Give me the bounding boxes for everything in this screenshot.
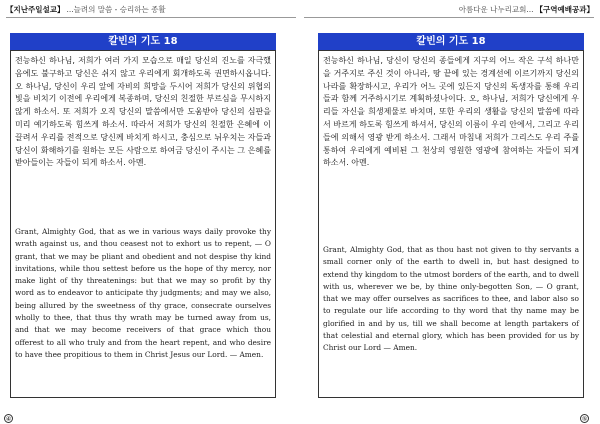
- header: [457, 4, 594, 15]
- english-prayer-text: Grant, Almighty God, that as we in various ways daily provoke thy wrath against us, and thou ceasest not to exhort us to repent, — O grant, that we may be pliant and obedient and not despise thy kind invitations, while thou settest before us the hope of thy mercy, nor make light of thy threatenings: but that we may so profit by thy word as to endeavor to anticipate thy judgments; and may we also, being allured by the sweetness of thy grace, consecrate ourselves wholly to thee, that thus thy wrath may be turned away from us, and that we may become receivers of that grace which thou offerest to all who truly and from the heart repent, and who desire to have thee propitious to them in Christ Jesus our Lord. — Amen.: [15, 227, 271, 359]
- section-tag: 【구역예배공과】: [535, 5, 594, 14]
- english-prayer-text: Grant, Almighty God, that as thou hast not given to thy servants a small corner only of the earth to dwell in, but hast designed to extend thy kingdom to the utmost borders of the earth, and to dwell with us, wherever we be, by thine only-begotten Son, — O grant, that we may offer ourselves as sacrifices to thee, and labor also so to regulate our life according to thy word that thy name may be glorified in and by us, till we shall become at length partakers of that celestial and eternal glory, which has been provided for us by Christ our Lord — Amen.: [323, 245, 579, 353]
- header-rule: [6, 17, 296, 18]
- right-page: [300, 0, 600, 424]
- church-name: 아름다운 나누리교회...: [458, 5, 534, 14]
- header-rule: [304, 17, 594, 18]
- section-tag: 【지난주일설교】: [6, 5, 65, 14]
- section-subtitle: ...늘려의 말씀 - 승리하는 종활: [66, 5, 166, 14]
- korean-prayer-text: 전능하신 하나님, 당신이 당신의 종들에게 지구의 어느 작은 구석 하나만을 거주지로 주신 것이 아니라, 땅 끝에 있는 경계선에 이르기까지 당신의 나라를 확장하시고, 우리가 어느 곳에 있든지 당신의 독생자를 통해 우리들과 함께 거주하시기로 계획하셨나이다. 오, 하나님, 저희가 당신에게 우리들 자신을 희생제물로 바치며, 또한 우리의 생활을 당신의 말씀에 따라서 바르게 하도록 힘쓰게 하셔서, 당신의 이름이 우리 안에서, 그리고 우리들에 의해서 영광 받게 하소서. 그래서 마침내 저희가 그리스도 우리 주를 통하여 우리에게 예비된 그 천상의 영원한 영광에 참여하는 자들이 되게 하소서. 아멘.: [323, 56, 579, 168]
- korean-prayer-text: 전능하신 하나님, 저희가 여러 가지 모습으로 매일 당신의 진노를 자극했음에도 불구하고 당신은 쉬지 않고 우리에게 회개하도록 권면하시옵니다. 오 하나님, 당신이 우리 앞에 자비의 희망을 두시어 저희가 당신의 위협의 빛을 비치기 이전에 우리에게 복종하며, 당신의 친절한 부르심을 무시하지 않게 하소서. 또 저희가 오직 당신의 말씀에서만 도움받아 당신의 심판을 미리 예기하도록 힘쓰게 하소서. 따라서 저희가 당신의 친절한 은혜에 이끌려서 우리를 전적으로 당신께 바치게 하시고, 충심으로 뉘우치는 자들과 당신이 화해하기를 원하는 모든 사람으로 하여금 당신이 주시는 그 은혜를 받아들이는 자들이 되게 하소서. 아멘.: [15, 56, 271, 168]
- page-number: ⑤: [581, 415, 588, 423]
- header: [6, 4, 168, 15]
- prayer-title: 칼빈의 기도 18: [318, 33, 584, 50]
- page-number: ④: [5, 415, 12, 423]
- prayer-title: 칼빈의 기도 18: [10, 33, 276, 50]
